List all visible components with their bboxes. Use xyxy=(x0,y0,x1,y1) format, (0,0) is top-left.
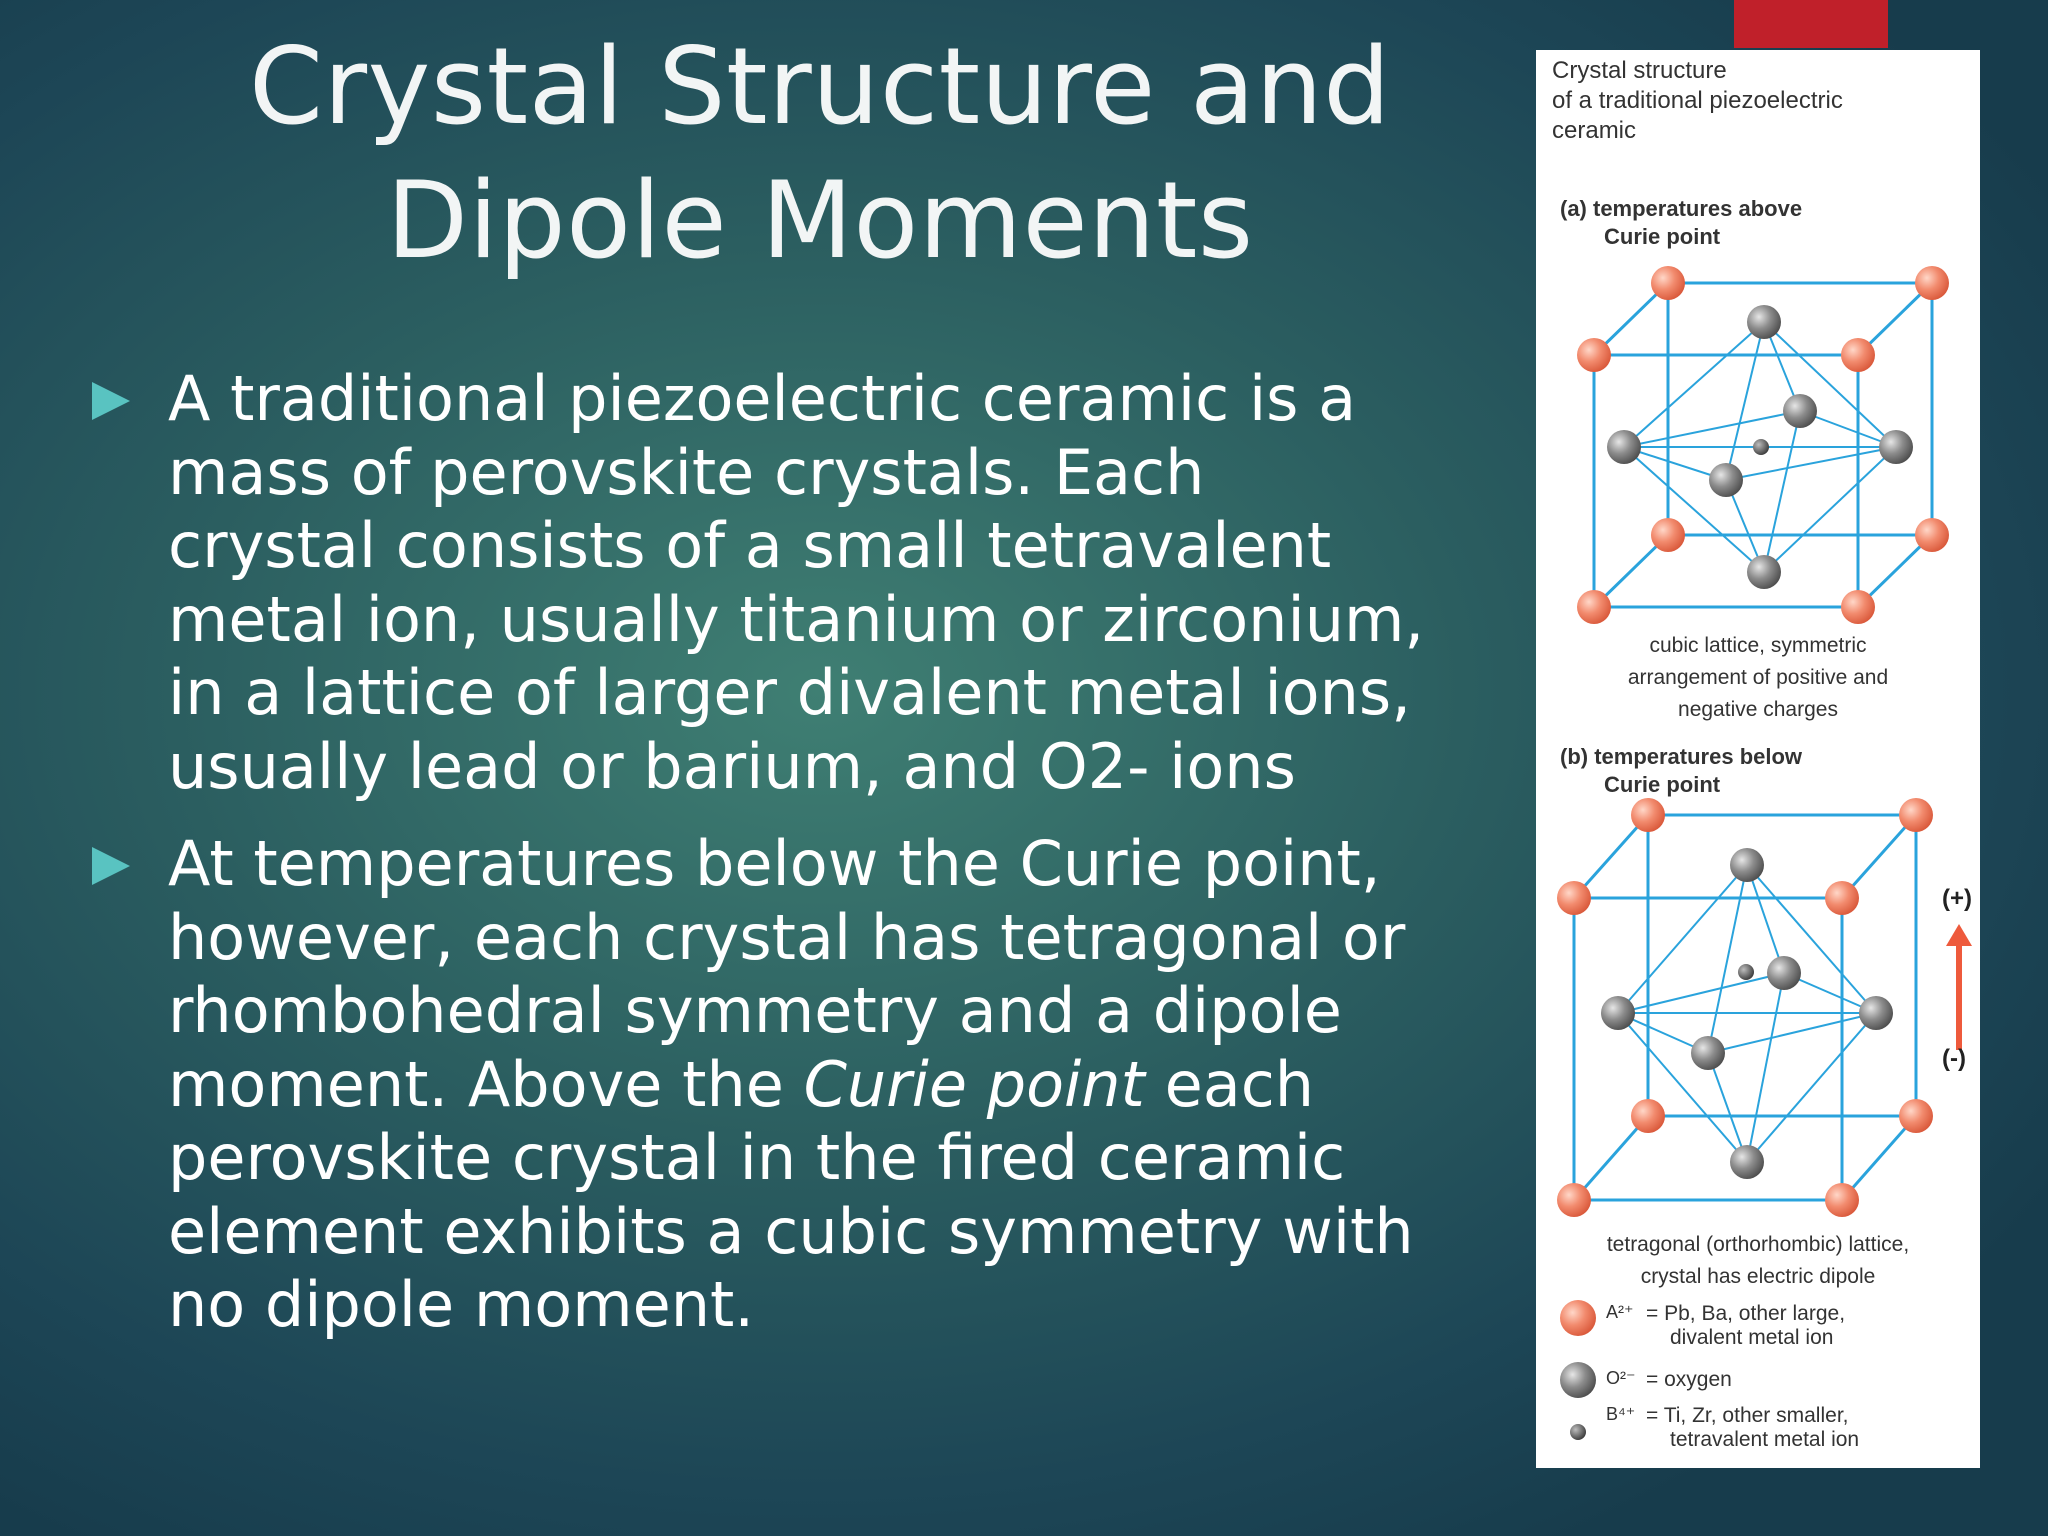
legend-a-ion-swatch xyxy=(1560,1300,1596,1336)
bullet-text-2b: each perovskite crystal in the fired ceramic element exhibits a cubic symmetry with no dipole moment. xyxy=(168,1047,1414,1341)
bullet-text-1: A traditional piezoelectric ceramic is a mass of perovskite crystals. Each crystal consists of a small tetravalent metal ion, usually titanium or zirconium, in a lattice of larger divalent metal ions, usually lead or barium, and O2- ions xyxy=(168,362,1425,803)
legend-oxygen-swatch xyxy=(1560,1362,1596,1398)
figure-heading-1: Crystal structure xyxy=(1552,57,1727,84)
panel-a-caption-1: cubic lattice, symmetric xyxy=(1649,634,1867,657)
figure-svg xyxy=(1536,50,1980,1468)
bullet-arrow-icon xyxy=(92,382,130,420)
legend-b-symbol: B⁴⁺ xyxy=(1606,1404,1636,1424)
dipole-arrow-icon xyxy=(1946,924,1972,1050)
legend-a-symbol: A²⁺ xyxy=(1606,1302,1634,1322)
panel-a-label-1: (a) temperatures above xyxy=(1560,196,1803,221)
curie-point-emphasis: Curie point xyxy=(803,1047,1145,1121)
bullet-item-2 xyxy=(92,827,1432,1342)
legend-b-text-1: = Ti, Zr, other smaller, xyxy=(1646,1404,1849,1427)
b-ion-center xyxy=(1753,439,1769,455)
figure-heading-2: of a traditional piezoelectric xyxy=(1552,87,1843,114)
slide-title xyxy=(140,20,1500,288)
negative-pole-label: (-) xyxy=(1942,1045,1966,1072)
title-line-2: Dipole Moments xyxy=(386,159,1254,282)
b-ion-displaced xyxy=(1738,964,1754,980)
figure-heading-3: ceramic xyxy=(1552,117,1637,144)
bullet-arrow-icon xyxy=(92,847,130,885)
legend-o-symbol: O²⁻ xyxy=(1606,1368,1636,1388)
panel-a-label-2: Curie point xyxy=(1604,224,1721,249)
panel-a-caption-3: negative charges xyxy=(1678,698,1838,721)
legend-a-text-1: = Pb, Ba, other large, xyxy=(1646,1302,1846,1325)
bullet-text-2a: At temperatures below the Curie point, however, each crystal has tetragonal or rhombohedral symmetry and a dipole moment. Above the xyxy=(168,827,1406,1121)
positive-pole-label: (+) xyxy=(1942,885,1972,912)
panel-b-label-2: Curie point xyxy=(1604,772,1721,797)
panel-b-caption-1: tetragonal (orthorhombic) lattice, xyxy=(1606,1233,1910,1256)
legend-b-text-2: tetravalent metal ion xyxy=(1670,1428,1860,1451)
legend-b-ion-swatch xyxy=(1570,1424,1586,1440)
tetragonal-lattice-diagram xyxy=(1557,798,1933,1217)
title-line-1: Crystal Structure and xyxy=(249,25,1391,148)
accent-tab xyxy=(1734,0,1888,48)
legend-o-text: = oxygen xyxy=(1646,1368,1732,1391)
panel-b-caption-2: crystal has electric dipole xyxy=(1640,1265,1876,1288)
crystal-structure-figure xyxy=(1536,50,1980,1468)
bullet-item-1 xyxy=(92,362,1432,803)
figure-legend xyxy=(1560,1300,1859,1451)
bullet-list xyxy=(92,362,1432,1366)
panel-b-label-1: (b) temperatures below xyxy=(1560,744,1803,769)
panel-a-caption-2: arrangement of positive and xyxy=(1627,666,1889,689)
legend-a-text-2: divalent metal ion xyxy=(1670,1326,1834,1349)
cubic-lattice-diagram xyxy=(1577,266,1949,624)
